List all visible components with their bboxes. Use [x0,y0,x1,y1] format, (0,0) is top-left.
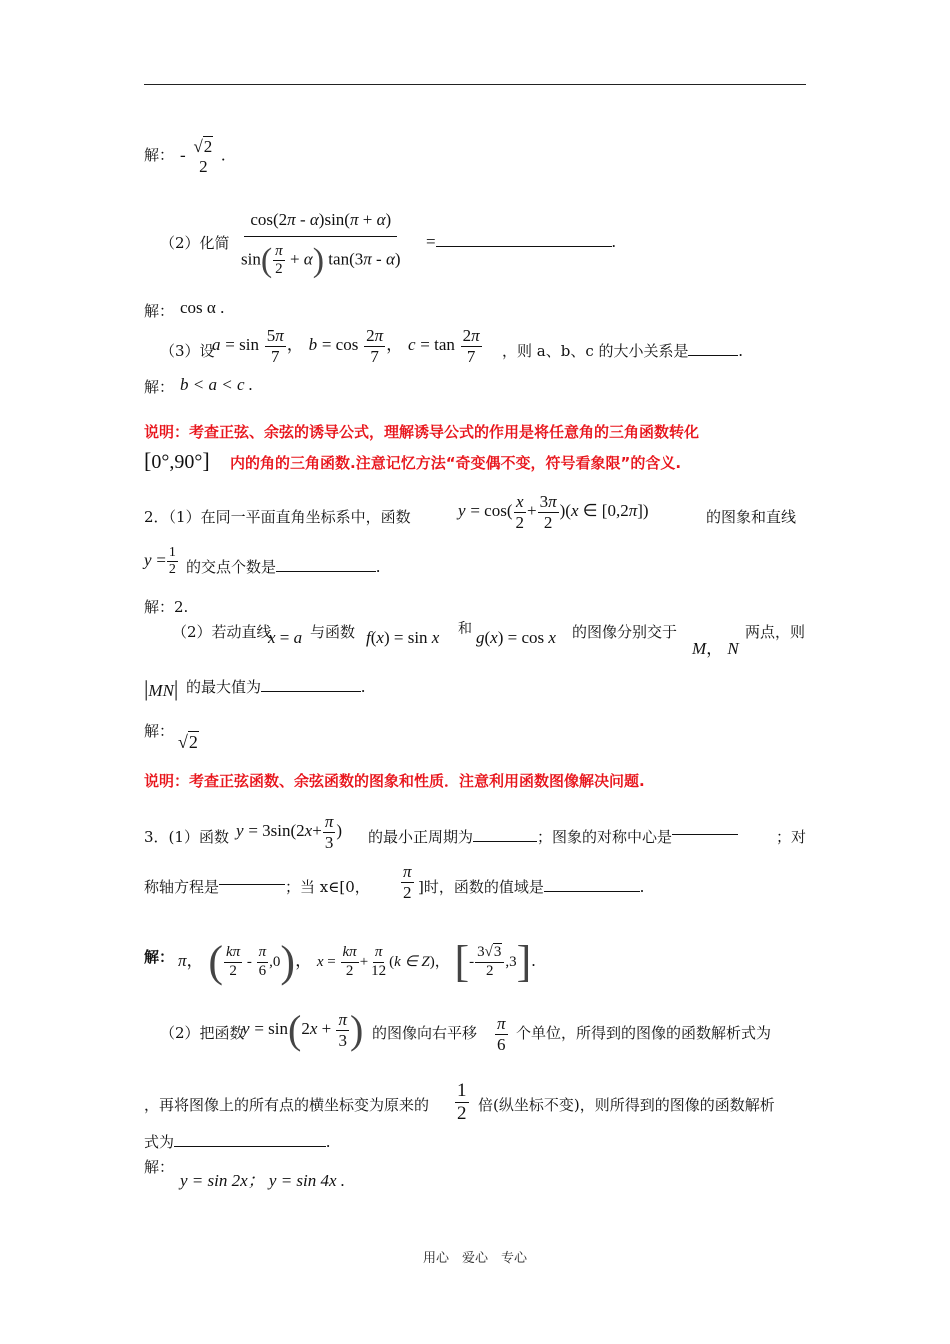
interval-0-90: [0°,90°] [144,448,210,473]
q1-part2-blank: = . [426,232,616,251]
q3-part2-prefix: （2）把函数 [160,1024,245,1042]
q1-part3-prefix: （3）设 [160,342,215,360]
q3-part1-line2: 称轴方程是 ；当 x∈[0， [144,878,370,896]
answer-2-2: √2 [178,732,198,752]
q1-part3-tail: ，则 a、b、c 的大小关系是 . [502,341,743,360]
q3-part1-mid: 的最小正周期为 ；图象的对称中心是 [368,826,738,847]
answer-label: 解： [144,1158,175,1176]
q3-part1-tail: ；对 [776,828,807,846]
q3-part2-line3: 式为 . [144,1132,331,1151]
q2-part2-mn: |MN| [144,676,179,701]
q3-part2-line2-tail: 倍(纵坐标不变)，则所得到的图像的函数解析 [478,1096,775,1114]
q2-part2-line2: 的最大值为 . [186,677,366,696]
q2-part2-g: g(x) = cos x [476,628,556,647]
q3-pi-over-6: $\frac{\pi}{6}$ [497,1014,506,1054]
header-rule [144,84,806,85]
q2-part2-tail: 两点，则 [745,623,806,641]
q2-part2-points: M， N [692,639,739,658]
q2-part1-function: y = cos( $\frac{x}{2}$ + $\frac{3\pi}{2}$ )(x ∈ [0,2π]) [458,492,649,532]
answer-3-1: π， ( $\frac{k\pi}{2}$ - $\frac{\pi}{6}$ ,0)， x = $\frac{k\pi}{2}$ + $\frac{\pi}{12}$ (k ∈ Z)， [- $\frac{3√3}{2}$ ,3]. [178,937,536,986]
answer-label: 解： [144,948,175,966]
answer-1-1: - √2 2 . [180,137,226,176]
q2-part2-mid1: 与函数 [310,623,356,641]
q2-part2-prefix: （2）若动直线 [172,623,272,641]
q3-pi-over-2: $\frac{\pi}{2}$ [403,862,412,902]
q3-part1-prefix: 3．(1）函数 [144,828,229,846]
q2-part2-mid3: 的图像分别交于 [572,623,678,641]
q3-part2-mid: 的图像向右平移 [372,1024,478,1042]
answer-3-2: y = sin 2x； y = sin 4x . [180,1171,346,1190]
q2-part2-mid2: 和 [458,621,472,637]
answer-label: 解： [144,146,175,164]
q2-part1-prefix: 2．（1）在同一平面直角坐标系中，函数 [144,508,411,526]
answer-label: 解： [144,722,175,740]
q3-one-half: $\frac{1}{2}$ [457,1080,467,1124]
answer-1-2: cos α . [180,298,225,317]
answer-label: 解： [144,378,175,396]
explanation-1-tail: 内的角的三角函数.注意记忆方法“奇变偶不变，符号看象限”的含义. [230,454,682,472]
q2-part2-f: f(x) = sin x [366,628,440,647]
q3-part2-line2: ，再将图像上的所有点的横坐标变为原来的 [144,1096,430,1114]
q3-part1-line2-tail: ]时，函数的值域是 . [418,877,645,896]
q2-part1-tail: 的图象和直线 [706,508,797,526]
answer-2-1: 解：2. [144,598,189,616]
q1-part3-expression: a = sin $\frac{5\pi}{7}$ ， b = cos $\frac{2\pi}{7}$ ， c = tan $\frac{2\pi}{7}$ [212,326,480,366]
page-footer: 用心 爱心 专心 [422,1251,527,1266]
q1-part2-prefix: （2）化简 [160,234,230,252]
explanation-2: 说明：考查正弦函数、余弦函数的图象和性质．注意利用函数图像解决问题. [144,772,645,790]
answer-1-3: b < a < c . [180,375,253,394]
q3-part2-function: y = sin(2x + $\frac{\pi}{3}$ ) [242,1007,364,1053]
q2-part1-line2: 的交点个数是 . [186,557,381,576]
answer-label: 解： [144,302,175,320]
q1-part2-expression: cos(2π - α)sin(π + α) sin( $\frac{\pi}{2}$ + α) tan(3π - α) [241,210,401,279]
q2-part2-line-x-a: x = a [268,628,303,647]
explanation-1: 说明：考查正弦、余弦的诱导公式，理解诱导公式的作用是将任意角的三角函数转化 [144,423,700,441]
q2-line-y-half: y = $\frac{1}{2}$ [144,545,176,578]
q3-part1-function: y = 3sin(2x+ $\frac{\pi}{3}$ ) [236,812,343,852]
q3-part2-tail: 个单位，所得到的图像的函数解析式为 [516,1024,772,1042]
